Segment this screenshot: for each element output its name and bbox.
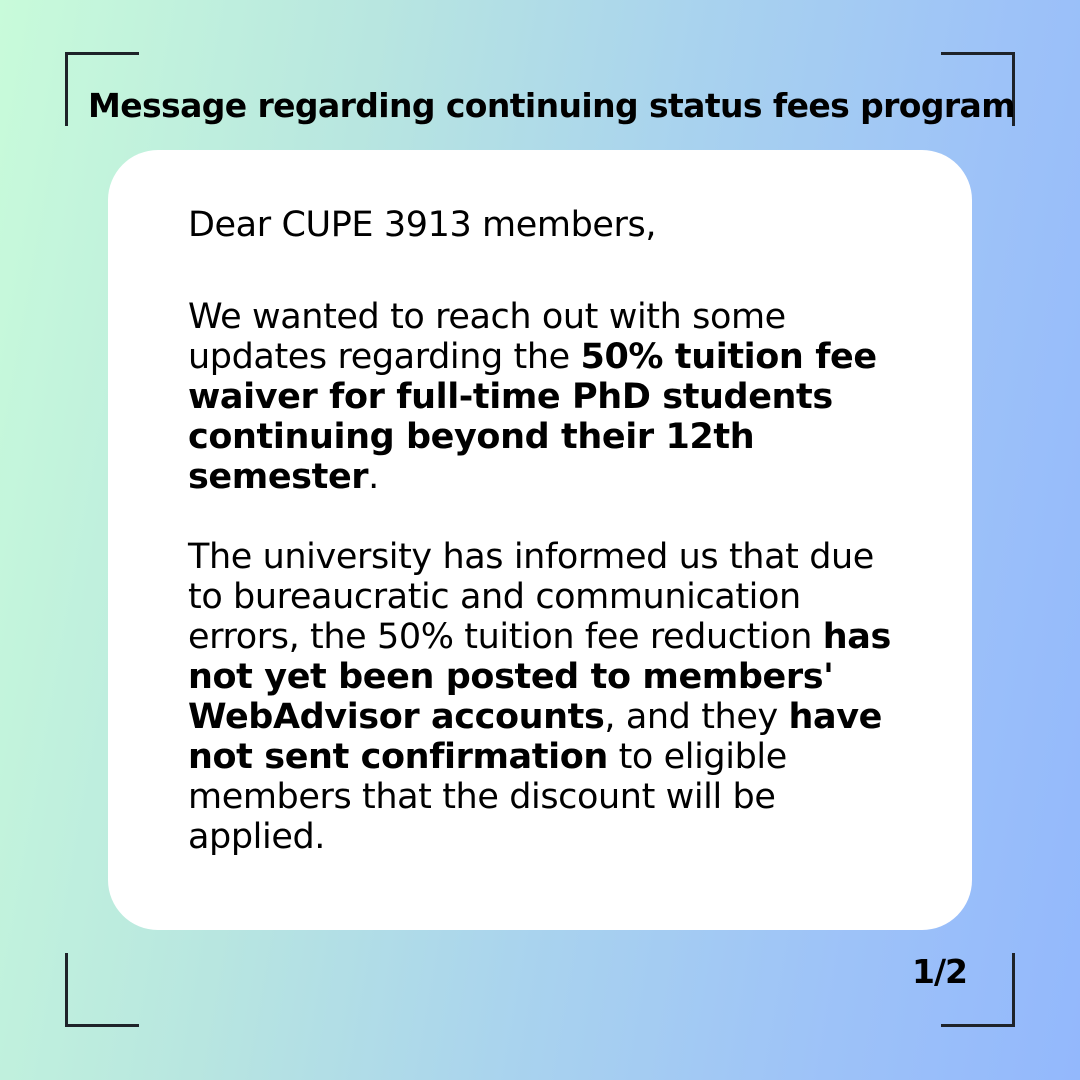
emphasized-text: have not sent confirmation (188, 697, 882, 777)
greeting: Dear CUPE 3913 members, (188, 205, 657, 245)
page-title: Message regarding continuing status fees program (88, 86, 1015, 125)
body-text: to eligible members that the discount will be applied. (188, 737, 787, 857)
body-text: We wanted to reach out with some updates regarding the (188, 297, 786, 377)
emphasized-text: has not yet been posted to members' WebAdvisor accounts (188, 617, 891, 737)
corner-bracket-bottom-left (65, 953, 139, 1027)
message-body (188, 205, 908, 897)
message-card (108, 150, 972, 930)
emphasized-text: 50% tuition fee waiver for full-time PhD students continuing beyond their 12th semester (188, 337, 877, 497)
body-text: . (368, 457, 379, 497)
paragraph-2 (188, 537, 908, 857)
body-text: , and they (604, 697, 789, 737)
paragraph-1 (188, 297, 908, 497)
body-text: The university has informed us that due to bureaucratic and communication errors, the 50% tuition fee reduction (188, 537, 874, 657)
page-indicator: 1/2 (912, 952, 967, 991)
